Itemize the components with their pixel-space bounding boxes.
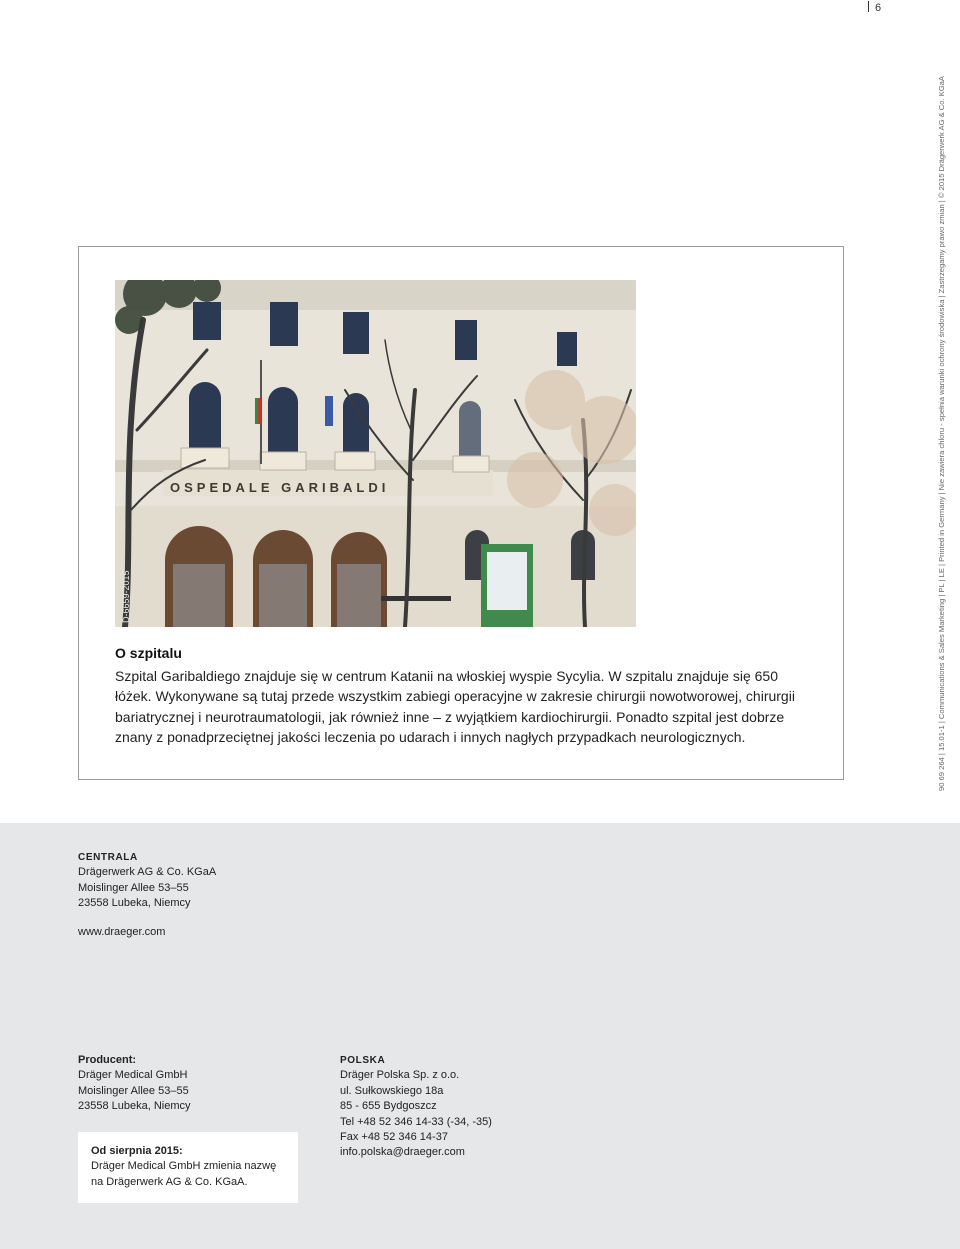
hospital-facade-illustration (115, 280, 636, 627)
producent-address (78, 1053, 191, 1115)
address-line: Moislinger Allee 53–55 (78, 881, 189, 894)
fax-line: Fax +48 52 346 14-37 (340, 1131, 448, 1144)
website-link[interactable]: www.draeger.com (78, 926, 166, 938)
page-number: 6 (868, 1, 881, 14)
centrala-label: CENTRALA (78, 852, 138, 863)
address-line: Drägerwerk AG & Co. KGaA (78, 866, 217, 879)
phone-line: Tel +48 52 346 14-33 (-34, -35) (340, 1115, 492, 1128)
photo-credit: D-6659-2015 (121, 570, 131, 623)
address-line: Dräger Medical GmbH (78, 1069, 188, 1082)
polska-address (340, 1053, 492, 1161)
address-line: Dräger Polska Sp. z o.o. (340, 1069, 460, 1082)
hospital-info-box (78, 246, 844, 780)
side-imprint-strip: 90 69 264 | 15.01-1 | Communications & Sales Marketing | PL | LE | Printed in Germany | Nie zawiera chloru - spełnia warunki ochrony środowiska | Zastrzegamy prawo zmian | © 2015 Drägerwerk AG & Co. KGaA (937, 76, 946, 791)
address-line: 85 - 655 Bydgoszcz (340, 1100, 437, 1113)
address-line: 23558 Lubeka, Niemcy (78, 897, 191, 910)
footer-panel (0, 823, 960, 1249)
address-line: 23558 Lubeka, Niemcy (78, 1100, 191, 1113)
notice-line: na Drägerwerk AG & Co. KGaA. (91, 1175, 248, 1188)
section-title: O szpitalu (115, 645, 182, 661)
notice-title: Od sierpnia 2015: (91, 1145, 183, 1157)
facade-sign: OSPEDALE GARIBALDI (170, 480, 390, 495)
producent-label: Producent: (78, 1054, 137, 1066)
section-body: Szpital Garibaldiego znajduje się w centrum Katanii na włoskiej wyspie Sycylia. W szpitalu znajduje się 650 łóżek. Wykonywane są tutaj przede wszystkim zabiegi operacyjne w zakresie chirurgii nowotworowej, chirurgii bariatrycznej i neurotraumatologii, jak również inne – z wyjątkiem kardiochirurgii. Ponadto szpital jest dobrze znany z ponadprzeciętnej jakości leczenia po udarach i innych nagłych przypadkach neurologicznych. (115, 668, 795, 746)
email-link[interactable]: info.polska@draeger.com (340, 1146, 465, 1159)
notice-line: Dräger Medical GmbH zmienia nazwę (91, 1160, 277, 1173)
polska-label: POLSKA (340, 1055, 386, 1066)
name-change-notice (78, 1132, 298, 1203)
address-line: Moislinger Allee 53–55 (78, 1084, 189, 1097)
hospital-photo (115, 280, 636, 627)
address-line: ul. Sułkowskiego 18a (340, 1084, 444, 1097)
centrala-address (78, 850, 216, 912)
